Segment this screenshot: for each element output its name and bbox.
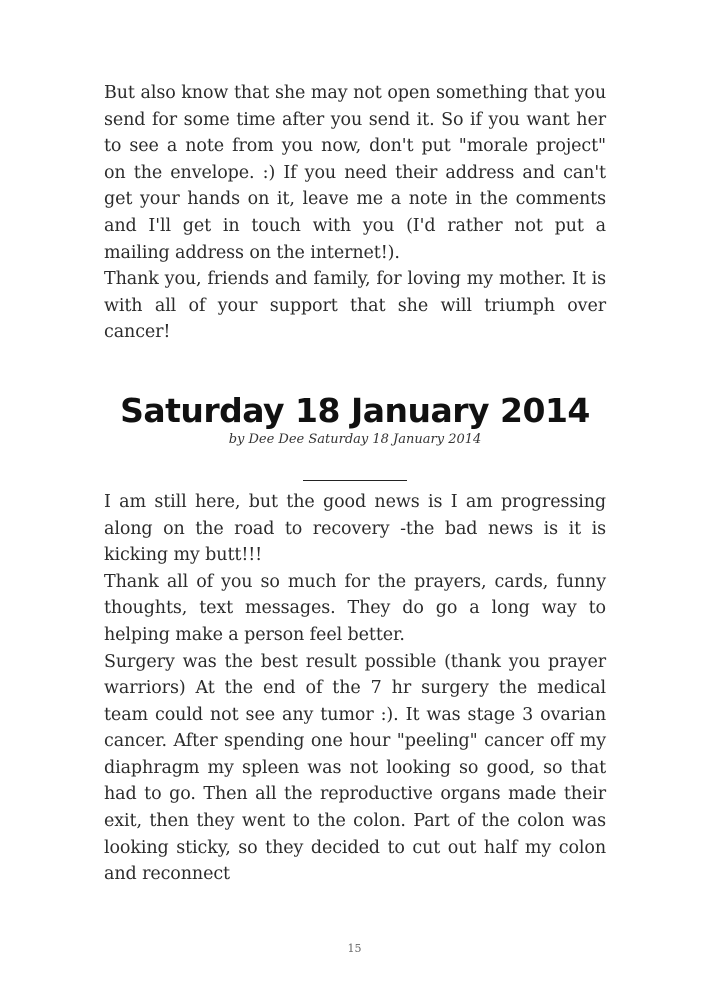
post-byline: by Dee Dee Saturday 18 January 2014	[228, 431, 482, 447]
page-number: 15	[347, 942, 362, 955]
post-paragraph: Surgery was the best result possible (thank you prayer warriors) At the end of the 7 hr surgery the medical team could not see any tumor :). It was stage 3 ovarian cancer. After spending one hour "peeling" cancer off my diaphragm my spleen was not looking so good, so that had to go. Then all the reproductive organs made their exit, then they went to the colon. Part of the colon was looking sticky, so they decided to cut out half my colon and reconnect	[104, 651, 606, 885]
post-title: Saturday 18 January 2014	[120, 390, 590, 430]
intro-paragraph: But also know that she may not open something that you send for some time after you send it. So if you want her to see a note from you now, don't put "morale project" on the envelope. :) If you need their address and can't get your hands on it, leave me a note in the comments and I'll get in touch with you (I'd rather not put a mailing address on the internet!).	[104, 83, 606, 263]
post-paragraph: Thank all of you so much for the prayers, cards, funny thoughts, text messages. They do go a long way to helping make a person feel better.	[104, 571, 606, 645]
intro-paragraph: Thank you, friends and family, for loving my mother. It is with all of your support that she will triumph over cancer!	[104, 269, 606, 343]
title-divider	[303, 480, 407, 481]
page-body	[104, 80, 606, 888]
post-paragraph: I am still here, but the good news is I am progressing along on the road to recovery -the bad news is it is kicking my butt!!!	[104, 491, 606, 566]
